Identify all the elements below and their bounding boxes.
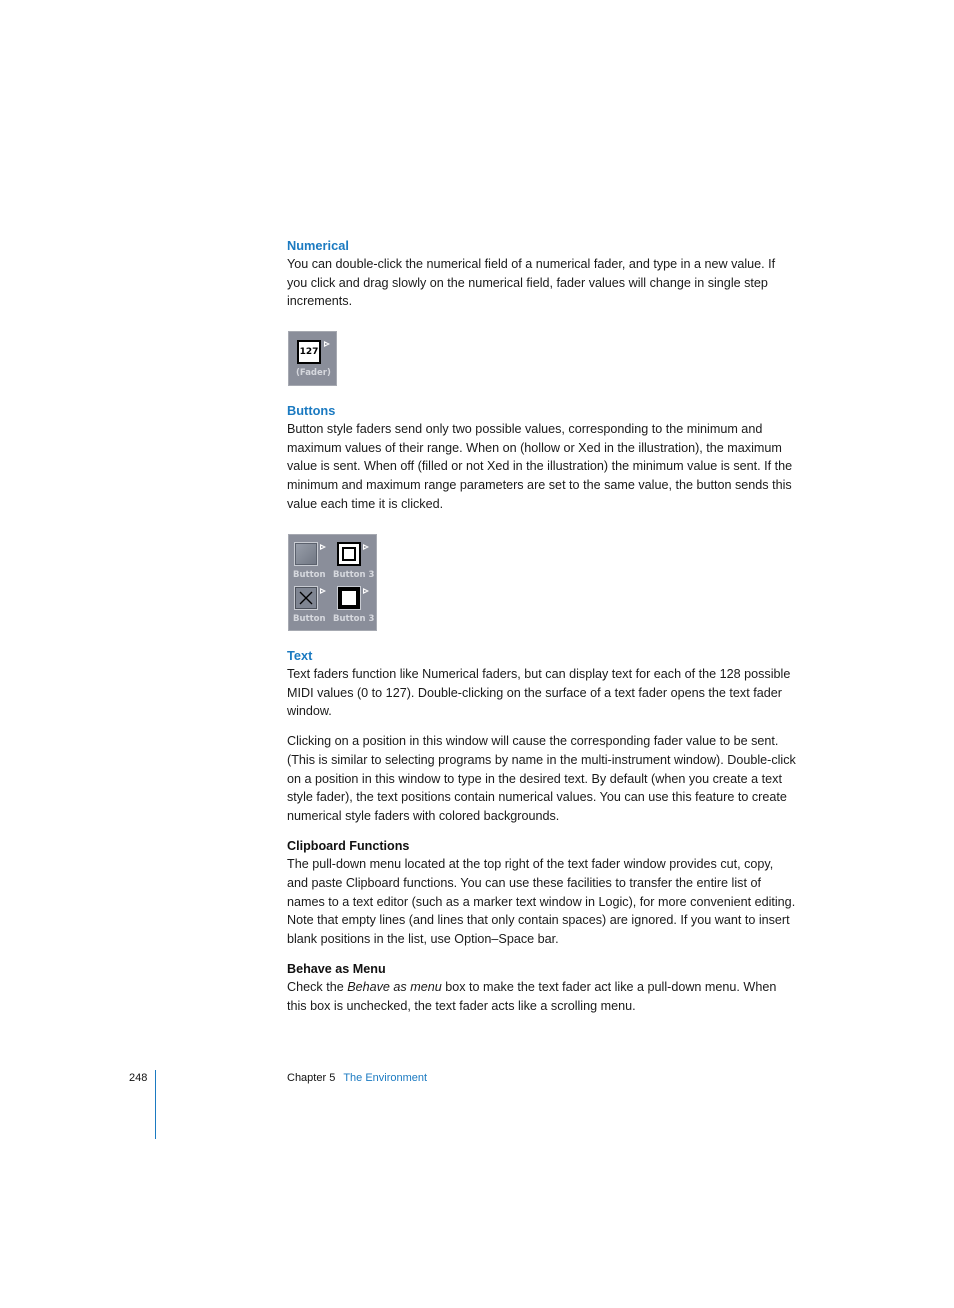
numerical-fader-figure [288,331,337,386]
paragraph-text-1: Text faders function like Numerical faders, but can display text for each of the 128 possible MIDI values (0 to 127). Double-clicking on the surface of a text fader opens the text fader window. [287,667,791,719]
paragraph-clipboard: The pull-down menu located at the top right of the text fader window provides cut, copy, and paste Clipboard functions. You can use these facilities to transfer the entire list of names to a text editor (such as a marker text window in Logic), for more convenient editing. Note that empty lines (and lines that only contain spaces) are ignored. If you want to insert blank positions in the list, use Option–Space bar. [287,857,796,947]
heading-buttons: Buttons [287,403,336,418]
x-icon [295,587,317,609]
button-3-label: Button 3 [333,570,375,580]
paragraph-text-2: Clicking on a position in this window will cause the corresponding fader value to be sent. (This is similar to selecting programs by name in the multi-instrument window). Double-click on a position in this window to type in the desired text. By default (when you create a text style fader), the text positions contain numerical values. You can use this feature to create numerical style faders with colored backgrounds. [287,734,796,823]
triangle-icon [324,341,330,347]
heading-behave-as-menu: Behave as Menu [287,961,386,976]
paragraph-behave-as-menu [287,978,797,1015]
page-number: 248 [129,1072,148,1084]
paragraph-buttons: Button style faders send only two possible values, corresponding to the minimum and maximum values of their range. When on (hollow or Xed in the illustration), the maximum value is sent. When off (filled or not Xed in the illustration) the minimum value is sent. If the minimum and maximum range parameters are set to the same value, the button sends this value each time it is clicked. [287,422,793,511]
triangle-icon [320,588,326,594]
fader-label: (Fader) [296,368,331,378]
button-on-xed [294,586,318,610]
behave-text-post: box to make the text fader act like a pull-down menu. When this box is unchecked, the text fader acts like a scrolling menu. [287,980,777,1014]
heading-text: Text [287,648,313,663]
paragraph-numerical: You can double-click the numerical field of a numerical fader, and type in a new value. If you click and drag slowly on the numerical field, fader values will change in single step increments. [287,257,776,309]
button-3-label: Button 3 [333,614,375,624]
button-faders-figure [288,534,377,631]
button-on-hollow [337,542,361,566]
footer-chapter [287,1071,427,1085]
button-label: Button [293,614,326,624]
section-numerical [287,237,797,311]
heading-clipboard-functions: Clipboard Functions [287,838,410,853]
behave-text-pre: Check the [287,980,348,995]
section-buttons [287,402,797,514]
chapter-label: Chapter 5 [287,1072,336,1084]
behave-text-emphasis: Behave as menu [347,980,442,995]
footer-divider [155,1070,156,1139]
chapter-title: The Environment [343,1072,428,1084]
button-off-filled [294,542,318,566]
triangle-icon [363,588,369,594]
fader-value-field: 127 [297,340,321,364]
section-text [287,647,797,1016]
heading-numerical: Numerical [287,238,349,253]
triangle-icon [363,544,369,550]
triangle-icon [320,544,326,550]
button-on-white [337,586,361,610]
button-label: Button [293,570,326,580]
